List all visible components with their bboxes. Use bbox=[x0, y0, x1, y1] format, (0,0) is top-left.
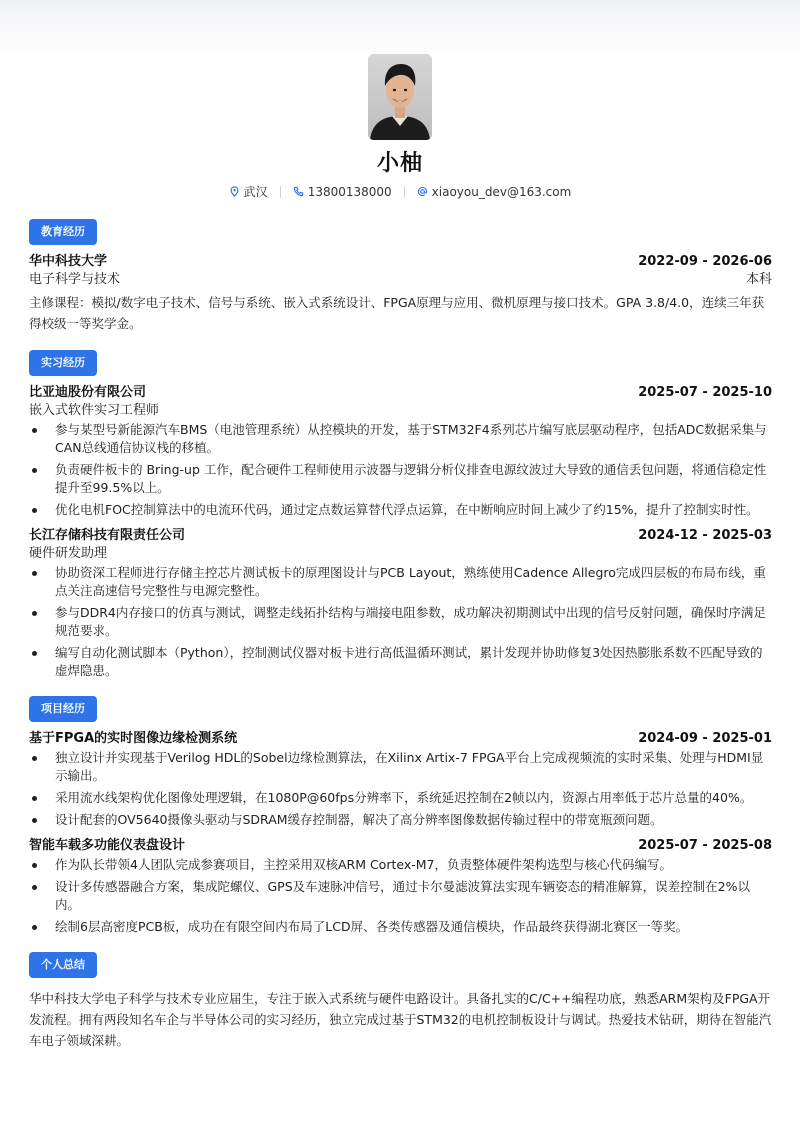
profile-photo bbox=[368, 54, 432, 140]
degree: 本科 bbox=[745, 272, 772, 287]
header-background bbox=[0, 0, 800, 60]
entry-subheader bbox=[29, 545, 772, 563]
entry-date: 2025-07 - 2025-08 bbox=[638, 838, 772, 853]
project-entry bbox=[29, 837, 772, 936]
contact-divider bbox=[404, 186, 405, 198]
bullet-item: 参与DDR4内存接口的仿真与测试，调整走线拓扑结构与端接电阻参数，成功解决初期测试中出现的信号反射问题，确保时序满足规范要求。 bbox=[29, 604, 772, 640]
contact-email-text: xiaoyou_dev@163.com bbox=[431, 184, 572, 199]
location-pin-icon bbox=[229, 186, 240, 197]
email-at-icon bbox=[417, 186, 428, 197]
section-title-education: 教育经历 bbox=[29, 219, 97, 245]
contact-bar bbox=[0, 183, 800, 200]
bullet-list bbox=[29, 749, 772, 829]
bullet-list bbox=[29, 421, 772, 519]
contact-phone-text: 13800138000 bbox=[307, 184, 392, 199]
bullet-item: 编写自动化测试脚本（Python），控制测试仪器对板卡进行高低温循环测试，累计发现并协助修复3处因热膨胀系数不匹配导致的虚焊隐患。 bbox=[29, 644, 772, 680]
summary-section bbox=[29, 952, 772, 1051]
company-name: 比亚迪股份有限公司 bbox=[29, 385, 147, 400]
bullet-item: 设计多传感器融合方案，集成陀螺仪、GPS及车速脉冲信号，通过卡尔曼滤波算法实现车辆姿态的精准解算，误差控制在2%以内。 bbox=[29, 878, 772, 914]
bullet-item: 协助资深工程师进行存储主控芯片测试板卡的原理图设计与PCB Layout，熟练使用Cadence Allegro完成四层板的布局布线，重点关注高速信号完整性与电源完整性。 bbox=[29, 564, 772, 600]
contact-email[interactable] bbox=[417, 185, 572, 199]
contact-location-text: 武汉 bbox=[243, 185, 268, 199]
candidate-name: 小柚 bbox=[376, 151, 423, 176]
entry-header bbox=[29, 527, 772, 545]
major: 电子科学与技术 bbox=[29, 272, 121, 287]
contact-location bbox=[229, 183, 268, 200]
section-title-summary: 个人总结 bbox=[29, 952, 97, 978]
bullet-list bbox=[29, 856, 772, 936]
contact-divider bbox=[280, 186, 281, 198]
entry-subheader bbox=[29, 402, 772, 420]
section-title-internship: 实习经历 bbox=[29, 350, 97, 376]
bullet-item: 作为队长带领4人团队完成参赛项目，主控采用双核ARM Cortex-M7，负责整体硬件架构选型与核心代码编写。 bbox=[29, 856, 772, 874]
school-name: 华中科技大学 bbox=[29, 254, 108, 269]
entry-date: 2024-12 - 2025-03 bbox=[638, 528, 772, 543]
summary-text: 华中科技大学电子科学与技术专业应届生，专注于嵌入式系统与硬件电路设计。具备扎实的C/C++编程功底，熟悉ARM架构及FPGA开发流程。拥有两段知名车企与半导体公司的实习经历，独立完成过基于STM32的电机控制板设计与调试。热爱技术钻研，期待在智能汽车电子领域深耕。 bbox=[29, 991, 772, 1048]
education-entry bbox=[29, 253, 772, 334]
bullet-item: 优化电机FOC控制算法中的电流环代码，通过定点数运算替代浮点运算，在中断响应时间上减少了约15%，提升了控制实时性。 bbox=[29, 501, 772, 519]
internship-entry bbox=[29, 384, 772, 519]
education-description: 主修课程：模拟/数字电子技术、信号与系统、嵌入式系统设计、FPGA原理与应用、微机原理与接口技术。GPA 3.8/4.0，连续三年获得校级一等奖学金。 bbox=[29, 295, 765, 331]
bullet-item: 采用流水线架构优化图像处理逻辑，在1080P@60fps分辨率下，系统延迟控制在2帧以内，资源占用率低于芯片总量的40%。 bbox=[29, 789, 772, 807]
bullet-item: 负责硬件板卡的 Bring-up 工作，配合硬件工程师使用示波器与逻辑分析仪排查电源纹波过大导致的通信丢包问题，将通信稳定性提升至99.5%以上。 bbox=[29, 461, 772, 497]
entry-header bbox=[29, 384, 772, 402]
phone-icon bbox=[293, 186, 304, 197]
company-name: 长江存储科技有限责任公司 bbox=[29, 528, 186, 543]
internship-section bbox=[29, 350, 772, 680]
section-title-projects: 项目经历 bbox=[29, 696, 97, 722]
resume-content bbox=[29, 219, 772, 1067]
bullet-list bbox=[29, 564, 772, 680]
project-section bbox=[29, 696, 772, 936]
entry-date: 2025-07 - 2025-10 bbox=[638, 385, 772, 400]
entry-header bbox=[29, 730, 772, 748]
entry-date: 2022-09 - 2026-06 bbox=[638, 254, 772, 269]
project-entry bbox=[29, 730, 772, 829]
bullet-item: 绘制6层高密度PCB板，成功在有限空间内布局了LCD屏、各类传感器及通信模块，作品最终获得湖北赛区一等奖。 bbox=[29, 918, 772, 936]
entry-header bbox=[29, 253, 772, 271]
entry-date: 2024-09 - 2025-01 bbox=[638, 731, 772, 746]
project-name: 智能车载多功能仪表盘设计 bbox=[29, 838, 186, 853]
entry-header bbox=[29, 837, 772, 855]
internship-entry bbox=[29, 527, 772, 680]
bullet-item: 独立设计并实现基于Verilog HDL的Sobel边缘检测算法，在Xilinx Artix-7 FPGA平台上完成视频流的实时采集、处理与HDMI显示输出。 bbox=[29, 749, 772, 785]
bullet-item: 设计配套的OV5640摄像头驱动与SDRAM缓存控制器，解决了高分辨率图像数据传输过程中的带宽瓶颈问题。 bbox=[29, 811, 772, 829]
job-role: 嵌入式软件实习工程师 bbox=[29, 403, 160, 418]
project-name: 基于FPGA的实时图像边缘检测系统 bbox=[29, 731, 238, 746]
education-section bbox=[29, 219, 772, 334]
bullet-item: 参与某型号新能源汽车BMS（电池管理系统）从控模块的开发，基于STM32F4系列芯片编写底层驱动程序，包括ADC数据采集与CAN总线通信协议栈的移植。 bbox=[29, 421, 772, 457]
contact-phone[interactable] bbox=[293, 185, 392, 199]
entry-subheader bbox=[29, 271, 772, 289]
job-role: 硬件研发助理 bbox=[29, 546, 108, 561]
